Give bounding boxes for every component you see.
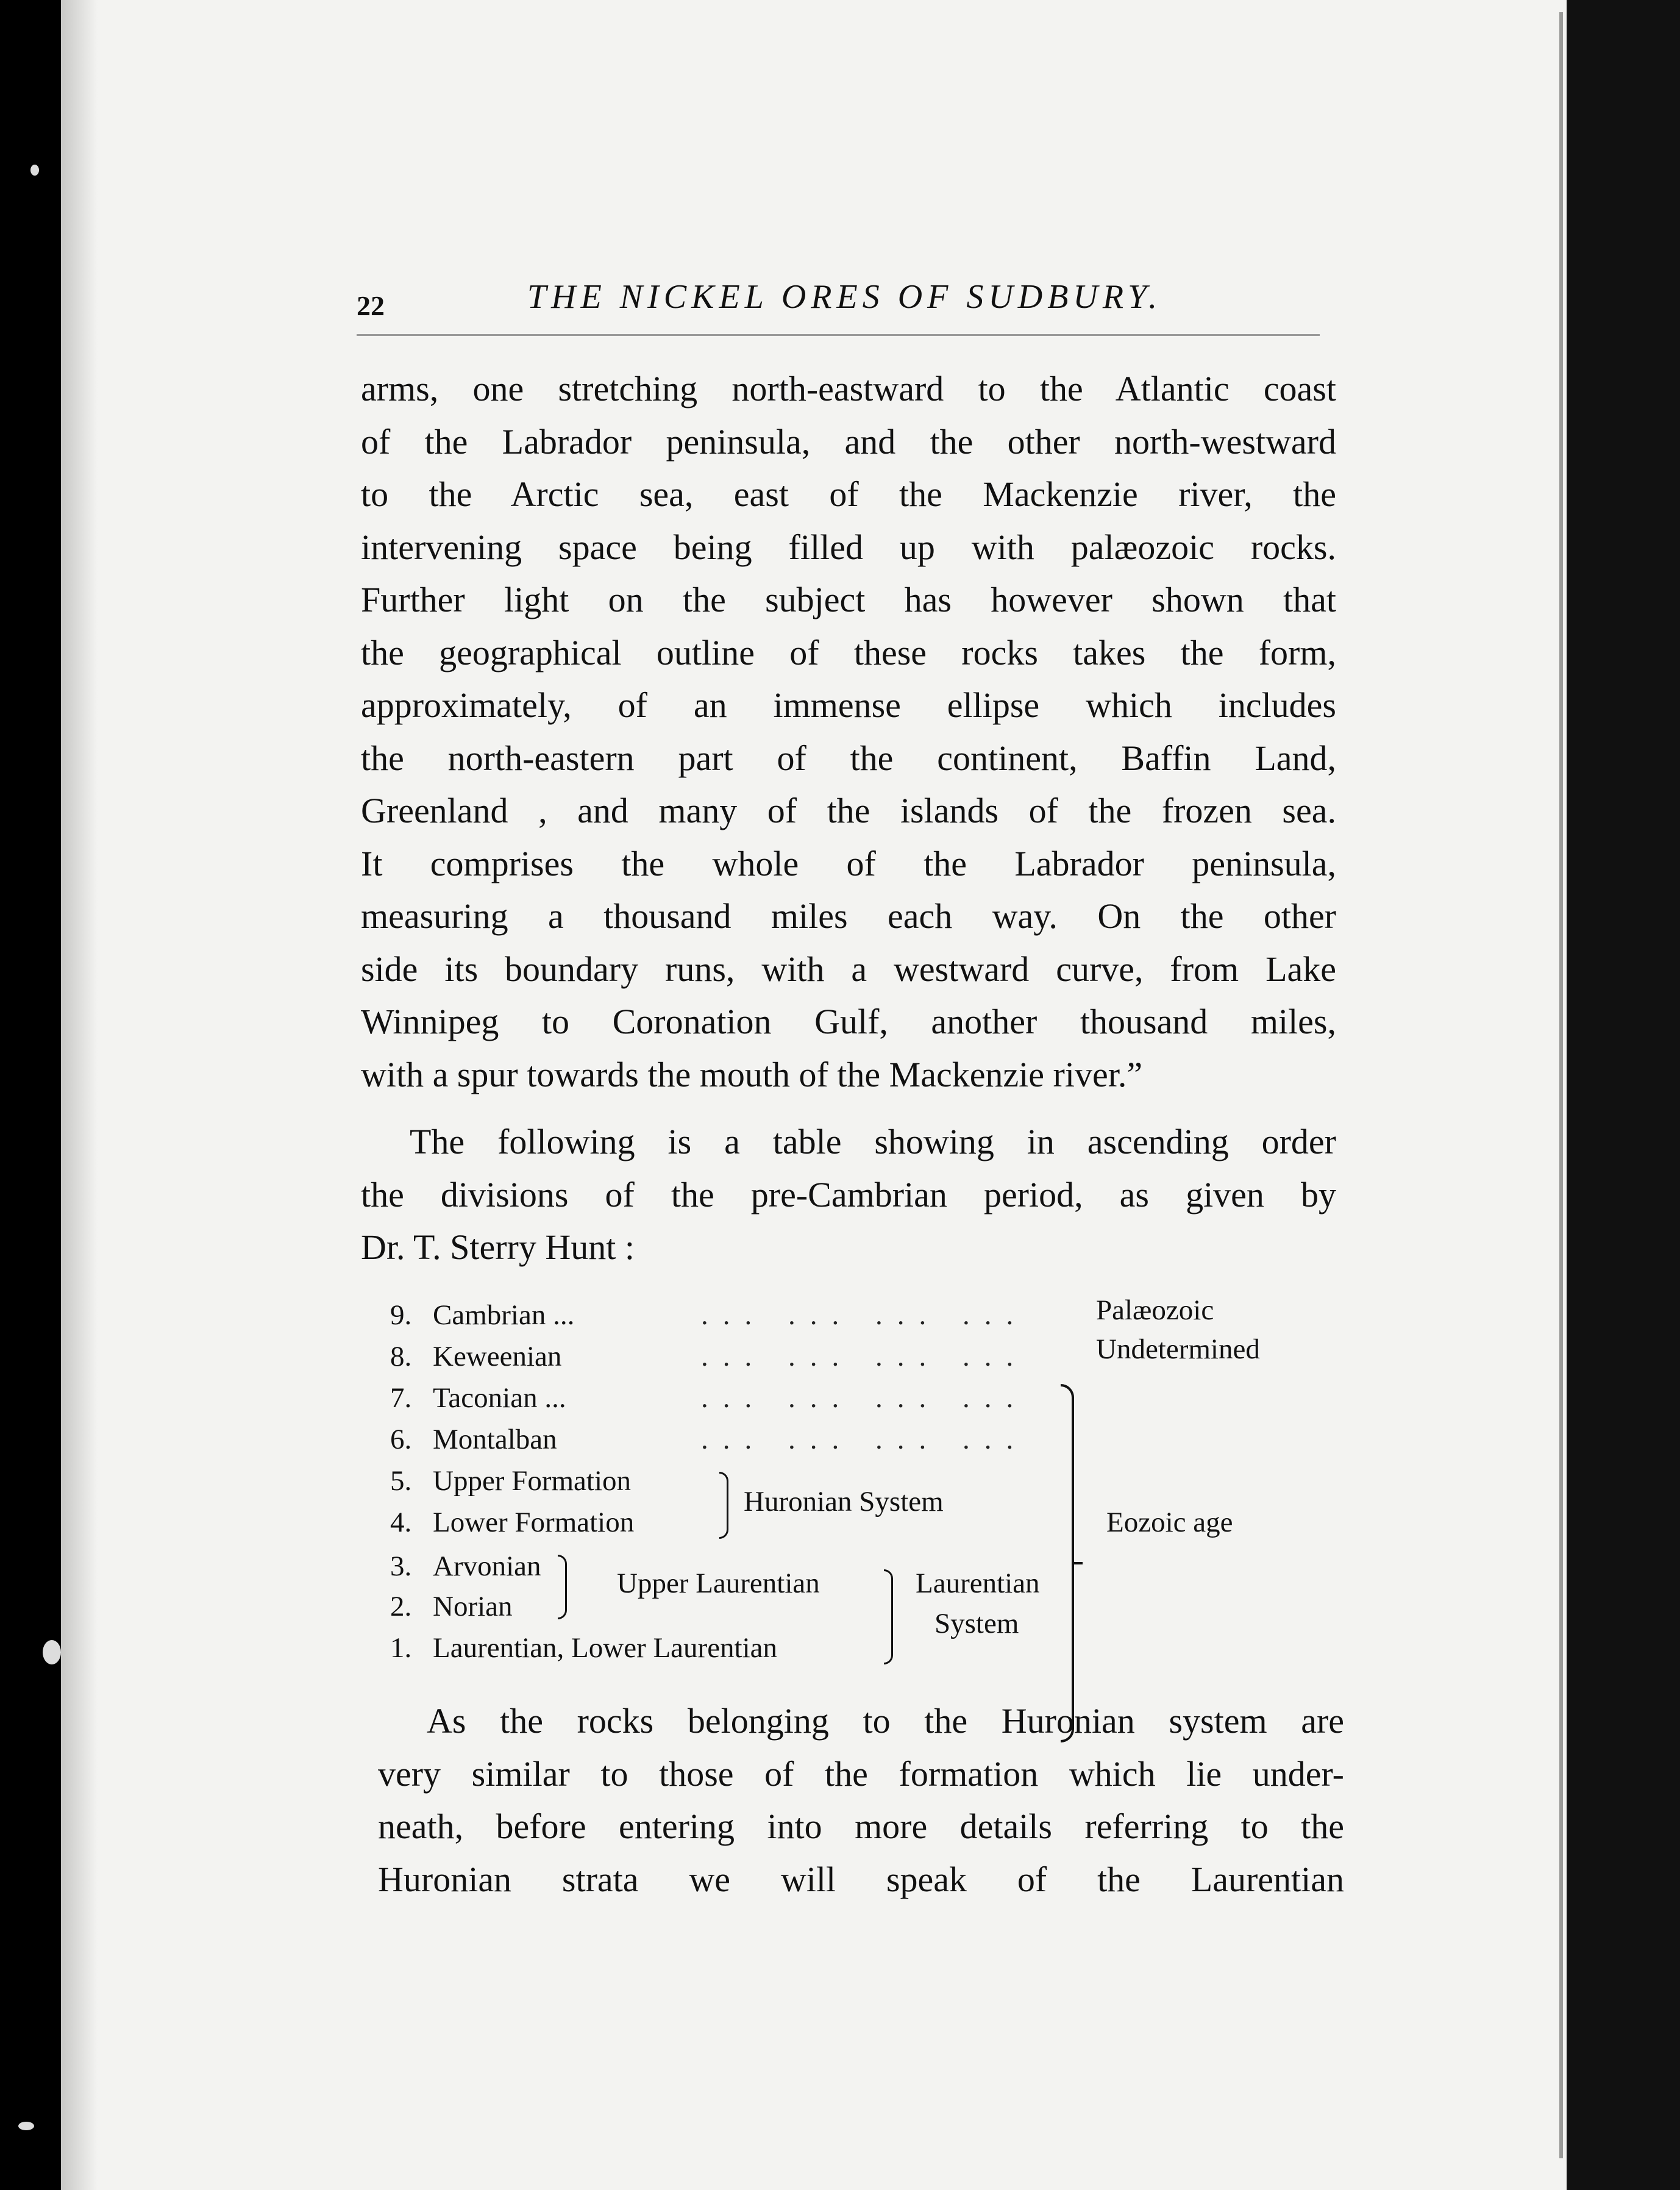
scan-speck	[30, 165, 39, 176]
row-number: 3.	[390, 1550, 412, 1582]
page-number: 22	[357, 290, 385, 321]
paragraph-3	[378, 1695, 1344, 1906]
text-line: approximately, of an immense ellipse which includes	[361, 685, 1336, 725]
row-number: 7.	[390, 1382, 412, 1414]
text-line: Winnipeg to Coronation Gulf, another thousand miles,	[361, 1002, 1336, 1041]
laurentian-brace	[884, 1569, 893, 1664]
running-title: THE NICKEL ORES OF SUDBURY.	[527, 278, 1162, 316]
row-number: 5.	[390, 1465, 412, 1497]
text-line: It comprises the whole of the Labrador peninsula,	[361, 843, 1336, 883]
table-row	[390, 1299, 1028, 1336]
paragraph-1	[361, 363, 1336, 1101]
text-line: the divisions of the pre-Cambrian period, as given by	[361, 1174, 1336, 1214]
text-line: of the Labrador peninsula, and the other north-westward	[361, 421, 1336, 462]
text-line: neath, before entering into more details referring to the	[378, 1807, 1344, 1846]
text-line: the geographical outline of these rocks takes the form,	[361, 632, 1336, 672]
text-line: side its boundary runs, with a westward curve, from Lake	[361, 949, 1336, 989]
upper-laurentian-label: Upper Laurentian	[617, 1568, 820, 1599]
text-line: the north-eastern part of the continent, Baffin Land,	[361, 738, 1336, 778]
eozoic-age-label: Eozoic age	[1106, 1507, 1233, 1538]
leader-dots: ... ... ... ...	[701, 1382, 1028, 1414]
eozoic-brace-tip	[1072, 1562, 1083, 1564]
row-label: Upper Formation	[433, 1465, 632, 1497]
text-line: arms, one stretching north-eastward to the Atlantic coast	[361, 369, 1336, 408]
table-row	[390, 1423, 1028, 1461]
row-number: 2.	[390, 1591, 412, 1622]
leader-dots: ... ... ... ...	[701, 1341, 1028, 1372]
row-label: Cambrian ...	[433, 1299, 575, 1331]
row-number: 8.	[390, 1341, 412, 1372]
text-line: Greenland , and many of the islands of the frozen sea.	[361, 791, 1336, 830]
text-line: The following is a table showing in ascending order	[410, 1122, 1336, 1161]
text-line: Further light on the subject has however shown that	[361, 580, 1336, 619]
text-line: to the Arctic sea, east of the Mackenzie river, the	[361, 474, 1336, 514]
row-number: 1.	[390, 1632, 412, 1664]
row-number: 4.	[390, 1507, 412, 1538]
row-label: Taconian ...	[433, 1382, 566, 1414]
scan-border	[1567, 0, 1680, 2190]
table-row	[390, 1506, 634, 1544]
binding-gutter	[1559, 12, 1563, 2158]
scan-speck	[18, 2122, 34, 2130]
text-line: measuring a thousand miles each way. On the other	[361, 896, 1336, 936]
text-line: As the rocks belonging to the Huronian system are	[427, 1701, 1344, 1741]
table-row	[390, 1632, 777, 1669]
huronian-brace	[719, 1472, 728, 1539]
text-line: very similar to those of the formation which lie under-	[378, 1753, 1344, 1794]
row-label: Keweenian	[433, 1341, 562, 1372]
page-edge-shadow	[61, 0, 98, 2190]
pre-cambrian-table	[390, 1294, 1341, 1677]
row-label: Arvonian	[433, 1550, 541, 1582]
text-line: Dr. T. Sterry Hunt :	[361, 1227, 635, 1267]
leader-dots: ... ... ... ...	[701, 1424, 1028, 1455]
row-label: Norian	[433, 1591, 513, 1622]
text-line: intervening space being filled up with palæozoic rocks.	[361, 527, 1336, 567]
row-label: Lower Formation	[433, 1507, 635, 1538]
row-number: 9.	[390, 1299, 412, 1331]
table-row	[390, 1550, 541, 1588]
palaeozoic-label: Palæozoic	[1096, 1294, 1214, 1326]
row-label: Montalban	[433, 1424, 557, 1455]
table-row	[390, 1590, 513, 1628]
text-line: with a spur towards the mouth of the Mackenzie river.”	[361, 1054, 1143, 1094]
text-line: Huronian strata we will speak of the Laurentian	[378, 1859, 1344, 1899]
scan-speck	[43, 1640, 61, 1664]
table-row	[390, 1340, 1028, 1378]
undetermined-label: Undetermined	[1096, 1333, 1260, 1365]
laurentian-system-label-line1: Laurentian	[916, 1568, 1040, 1599]
huronian-system-label: Huronian System	[744, 1486, 944, 1518]
paragraph-2	[361, 1116, 1336, 1274]
table-row	[390, 1464, 631, 1502]
laurentian-system-label-line2: System	[934, 1608, 1019, 1639]
header-rule	[357, 334, 1320, 336]
row-number: 6.	[390, 1424, 412, 1455]
upper-laurentian-brace	[558, 1555, 567, 1619]
leader-dots: ... ... ... ...	[701, 1299, 1028, 1331]
row-label: Laurentian, Lower Laurentian	[433, 1632, 778, 1664]
page-header	[357, 277, 1320, 326]
table-row	[390, 1382, 1028, 1419]
